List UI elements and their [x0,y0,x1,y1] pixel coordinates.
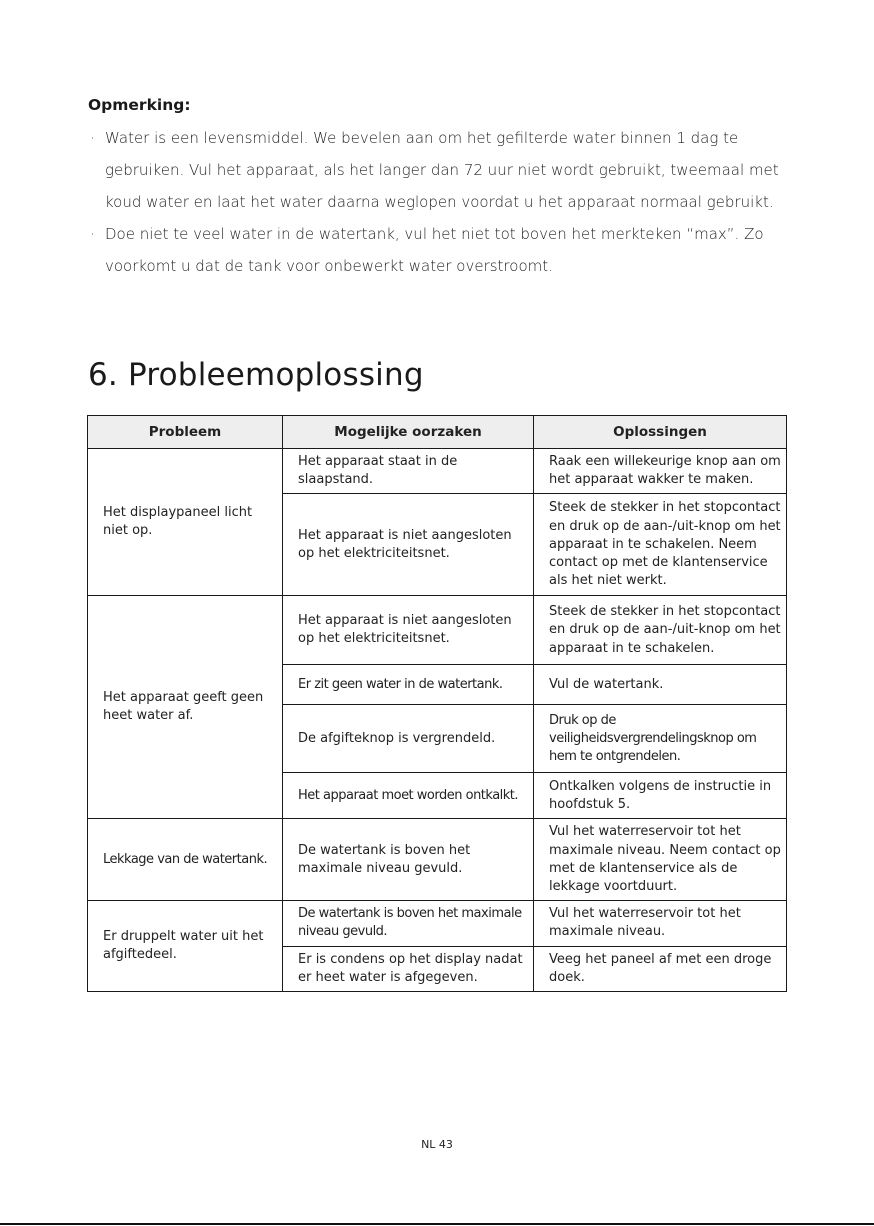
cause-cell: Er zit geen water in de watertank. [283,665,534,705]
header-solutions: Oplossingen [534,416,787,449]
cause-cell: Het apparaat is niet aangesloten op het elektriciteitsnet. [283,494,534,596]
note-item [88,218,808,282]
table-row [88,596,787,665]
table-row [88,449,787,494]
cause-cell: Er is condens op het display nadat er heet water is afgegeven. [283,946,534,991]
page-number: NL 43 [421,1138,453,1151]
solution-cell: Veeg het paneel af met een droge doek. [534,946,787,991]
cause-cell: Het apparaat staat in de slaapstand. [283,449,534,494]
note-item [88,122,808,218]
troubleshooting-table [87,415,787,992]
solution-cell: Raak een willekeurige knop aan om het apparaat wakker te maken. [534,449,787,494]
note-list [88,122,808,282]
solution-cell: Vul het waterreservoir tot het maximale niveau. [534,901,787,946]
header-causes: Mogelijke oorzaken [283,416,534,449]
header-problem: Probleem [88,416,283,449]
table-row [88,901,787,946]
cause-cell: De afgifteknop is vergrendeld. [283,705,534,773]
problem-cell: Het displaypaneel licht niet op. [88,449,283,596]
bullet: · [90,129,95,147]
solution-cell: Vul het waterreservoir tot het maximale niveau. Neem contact op met de klantenservice als de lekkage voortduurt. [534,819,787,901]
table-header-row [88,416,787,449]
solution-cell: Vul de watertank. [534,665,787,705]
note-text: Doe niet te veel water in de watertank, vul het niet tot boven het merkteken “max”. Zo voorkomt u dat de tank voor onbewerkt water overstroomt. [105,225,764,275]
solution-cell: Steek de stekker in het stopcontact en druk op de aan-/uit-knop om het apparaat in te schakelen. Neem contact op met de klantenservice als het niet werkt. [534,494,787,596]
solution-cell: Steek de stekker in het stopcontact en druk op de aan-/uit-knop om het apparaat in te schakelen. [534,596,787,665]
problem-cell: Lekkage van de watertank. [88,819,283,901]
table-row [88,819,787,901]
problem-cell: Er druppelt water uit het afgiftedeel. [88,901,283,992]
bullet: · [90,225,95,243]
note-title: Opmerking: [88,96,191,114]
solution-cell: Druk op de veiligheidsvergrendelingsknop om hem te ontgrendelen. [534,705,787,773]
note-text: Water is een levensmiddel. We bevelen aan om het gefilterde water binnen 1 dag te gebruiken. Vul het apparaat, als het langer dan 72 uur niet wordt gebruikt, tweemaal met koud water en laat het water daarna weglopen voordat u het apparaat normaal gebruikt. [105,129,779,211]
cause-cell: De watertank is boven het maximale niveau gevuld. [283,819,534,901]
section-title: 6. Probleemoplossing [88,357,424,393]
cause-cell: Het apparaat moet worden ontkalkt. [283,773,534,819]
cause-cell: De watertank is boven het maximale niveau gevuld. [283,901,534,946]
solution-cell: Ontkalken volgens de instructie in hoofdstuk 5. [534,773,787,819]
cause-cell: Het apparaat is niet aangesloten op het elektriciteitsnet. [283,596,534,665]
problem-cell: Het apparaat geeft geen heet water af. [88,596,283,819]
bottom-rule [0,1223,874,1225]
